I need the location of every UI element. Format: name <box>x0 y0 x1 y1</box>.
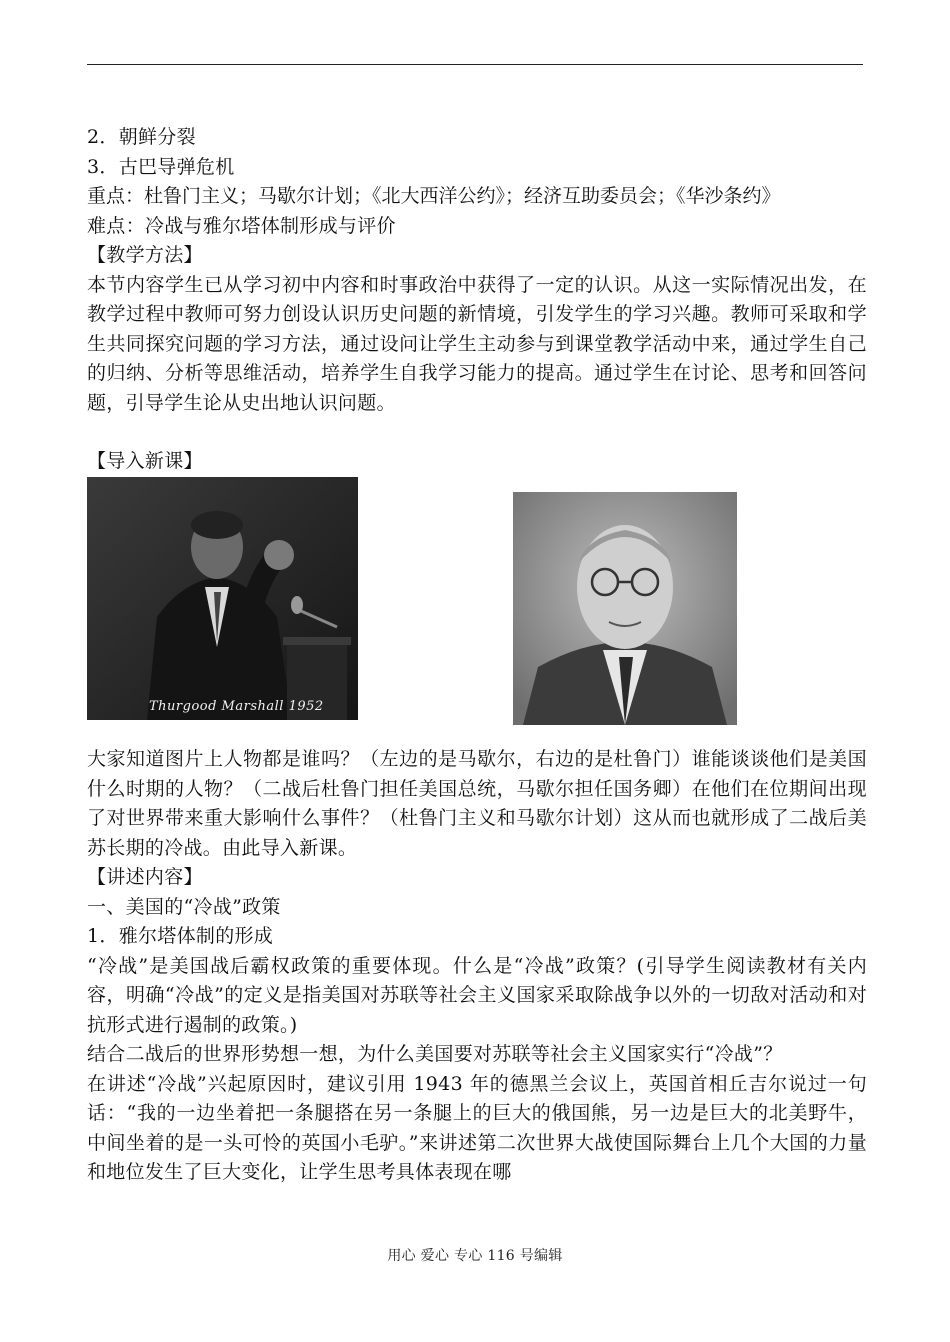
photo-caption: Thurgood Marshall 1952 <box>149 699 324 714</box>
photo-truman <box>513 492 737 725</box>
intro-heading: 【导入新课】 <box>87 450 203 472</box>
top-text-block <box>87 123 867 477</box>
outline-item-3: 3．古巴导弹危机 <box>87 155 235 178</box>
key-points: 重点：杜鲁门主义；马歇尔计划；《北大西洋公约》；经济互助委员会；《华沙条约》 <box>87 185 781 207</box>
photo-truman-image <box>513 492 737 725</box>
difficulty: 难点：冷战与雅尔塔体制形成与评价 <box>87 214 396 237</box>
method-heading: 【教学方法】 <box>87 244 203 266</box>
paragraph-question: 结合二战后的世界形势想一想，为什么美国要对苏联等社会主义国家实行“冷战”？ <box>87 1043 783 1065</box>
paragraph-churchill-quote: 在讲述“冷战”兴起原因时，建议引用 1943 年的德黑兰会议上，英国首相丘吉尔说过一句话：“我的一边坐着把一条腿搭在另一条腿上的巨大的俄国熊，另一边是巨大的北美野牛，中间坐着的是一头可怜的英国小毛驴。”来讲述第二次世界大战使国际舞台上几个大国的力量和地位发生了巨大变化，让学生思考具体表现在哪 <box>87 1072 867 1183</box>
outline-item-2: 2．朝鲜分裂 <box>87 126 196 148</box>
section-heading-1: 一、美国的“冷战”政策 <box>87 895 281 918</box>
photo-marshall <box>87 477 358 720</box>
photo-marshall-image <box>87 477 358 720</box>
content-heading: 【讲述内容】 <box>87 866 203 888</box>
subsection-heading-1: 1．雅尔塔体制的形成 <box>87 925 274 947</box>
page-footer: 用心 爱心 专心 116 号编辑 <box>387 1248 563 1264</box>
method-text: 本节内容学生已从学习初中内容和时事政治中获得了一定的认识。从这一实际情况出发，在教学过程中教师可努力创设认识历史问题的新情境，引发学生的学习兴趣。教师可采取和学生共同探究问题的学习方法，通过设问让学生主动参与到课堂教学活动中来，通过学生自己的归纳、分析等思维活动，培养学生自我学习能力的提高。通过学生在讨论、思考和回答问题，引导学生论从史出地认识问题。 <box>87 273 867 414</box>
intro-text: 大家知道图片上人物都是谁吗？（左边的是马歇尔，右边的是杜鲁门）谁能谈谈他们是美国什么时期的人物？（二战后杜鲁门担任美国总统，马歇尔担任国务卿）在他们在位期间出现了对世界带来重大影响什么事件？（杜鲁门主义和马歇尔计划）这从而也就形成了二战后美苏长期的冷战。由此导入新课。 <box>87 748 867 859</box>
header-rule <box>87 64 863 65</box>
bottom-text-block <box>87 745 867 1188</box>
paragraph-cold-war-definition: “冷战”是美国战后霸权政策的重要体现。什么是“冷战”政策？(引导学生阅读教材有关内容，明确“冷战”的定义是指美国对苏联等社会主义国家采取除战争以外的一切敌对活动和对抗形式进行遏制的政策。) <box>87 954 867 1036</box>
